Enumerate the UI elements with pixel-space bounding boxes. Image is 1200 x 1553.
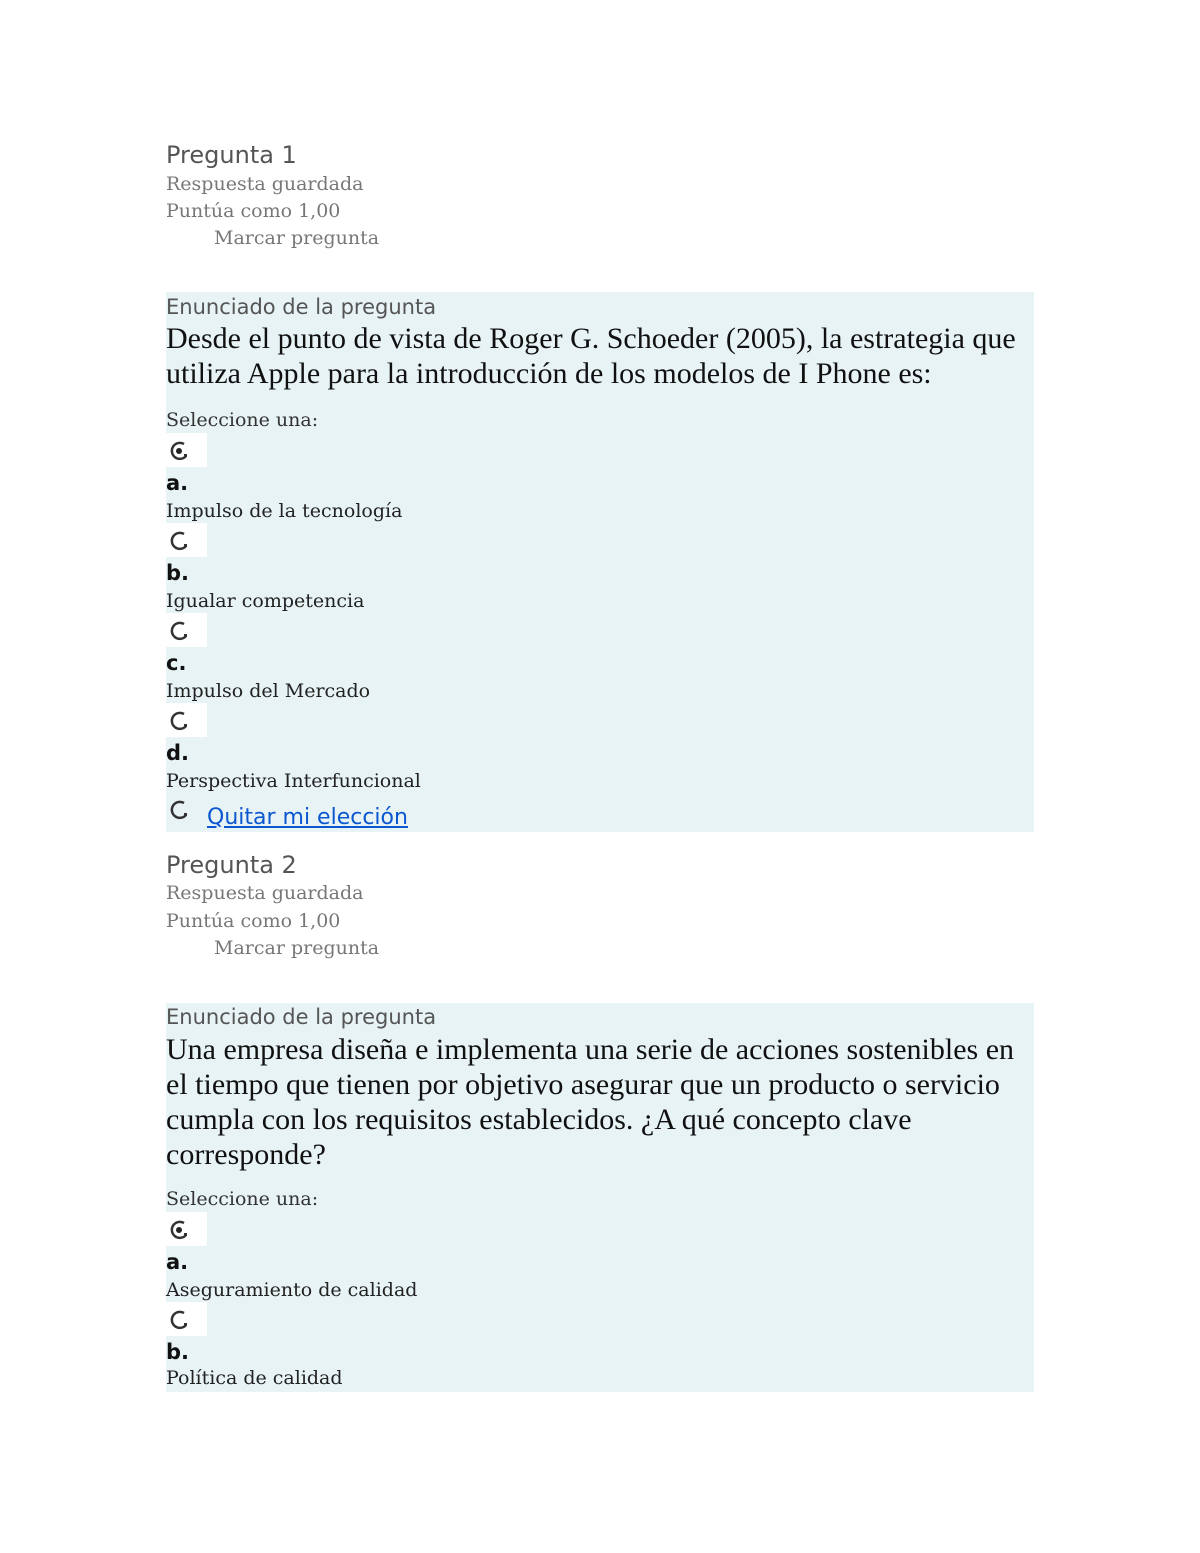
option-letter: d. <box>166 741 190 765</box>
statement-heading: Enunciado de la pregunta <box>166 295 437 319</box>
radio-unselected-icon <box>169 799 191 821</box>
radio-unselected-icon <box>169 620 191 642</box>
option-d-radio[interactable] <box>166 703 207 737</box>
clear-choice-link[interactable]: Quitar mi elección <box>207 805 408 830</box>
radio-unselected-icon <box>169 530 191 552</box>
radio-selected-icon <box>169 440 191 462</box>
option-text[interactable]: Política de calidad <box>166 1367 343 1389</box>
answer-status: Respuesta guardada <box>166 173 364 195</box>
answer-status: Respuesta guardada <box>166 882 364 904</box>
option-letter: a. <box>166 1250 189 1274</box>
option-text[interactable]: Aseguramiento de calidad <box>166 1279 418 1301</box>
radio-unselected-icon <box>169 1309 191 1331</box>
clear-choice-radio[interactable] <box>166 792 207 826</box>
radio-unselected-icon <box>169 710 191 732</box>
question-panel <box>166 292 1034 832</box>
option-a-radio[interactable] <box>166 1212 207 1246</box>
question-title: Pregunta 1 <box>166 141 297 169</box>
question-text: Desde el punto de vista de Roger G. Schoeder (2005), la estrategia que utiliza Apple para la introducción de los modelos de I Phone es: <box>166 322 1016 390</box>
select-label: Seleccione una: <box>166 1188 319 1210</box>
option-b-radio[interactable] <box>166 1302 207 1336</box>
option-letter: b. <box>166 561 190 585</box>
option-letter: b. <box>166 1340 190 1364</box>
question-text: Una empresa diseña e implementa una serie de acciones sostenibles en el tiempo que tienen por objetivo asegurar que un producto o servicio cumpla con los requisitos establecidos. ¿A qué concepto clave corresponde? <box>166 1033 1015 1171</box>
flag-question-link[interactable]: Marcar pregunta <box>214 937 380 959</box>
question-title: Pregunta 2 <box>166 851 297 879</box>
option-text[interactable]: Perspectiva Interfuncional <box>166 770 421 792</box>
statement-heading: Enunciado de la pregunta <box>166 1005 437 1029</box>
question-panel <box>166 1003 1034 1392</box>
option-text[interactable]: Impulso de la tecnología <box>166 500 403 522</box>
select-label: Seleccione una: <box>166 409 319 431</box>
option-letter: a. <box>166 471 189 495</box>
option-letter: c. <box>166 651 187 675</box>
option-b-radio[interactable] <box>166 523 207 557</box>
option-c-radio[interactable] <box>166 613 207 647</box>
option-a-radio[interactable] <box>166 433 207 467</box>
radio-selected-icon <box>169 1219 191 1241</box>
question-score: Puntúa como 1,00 <box>166 910 341 932</box>
option-text[interactable]: Igualar competencia <box>166 590 365 612</box>
question-score: Puntúa como 1,00 <box>166 200 341 222</box>
option-text[interactable]: Impulso del Mercado <box>166 680 371 702</box>
flag-question-link[interactable]: Marcar pregunta <box>214 227 380 249</box>
